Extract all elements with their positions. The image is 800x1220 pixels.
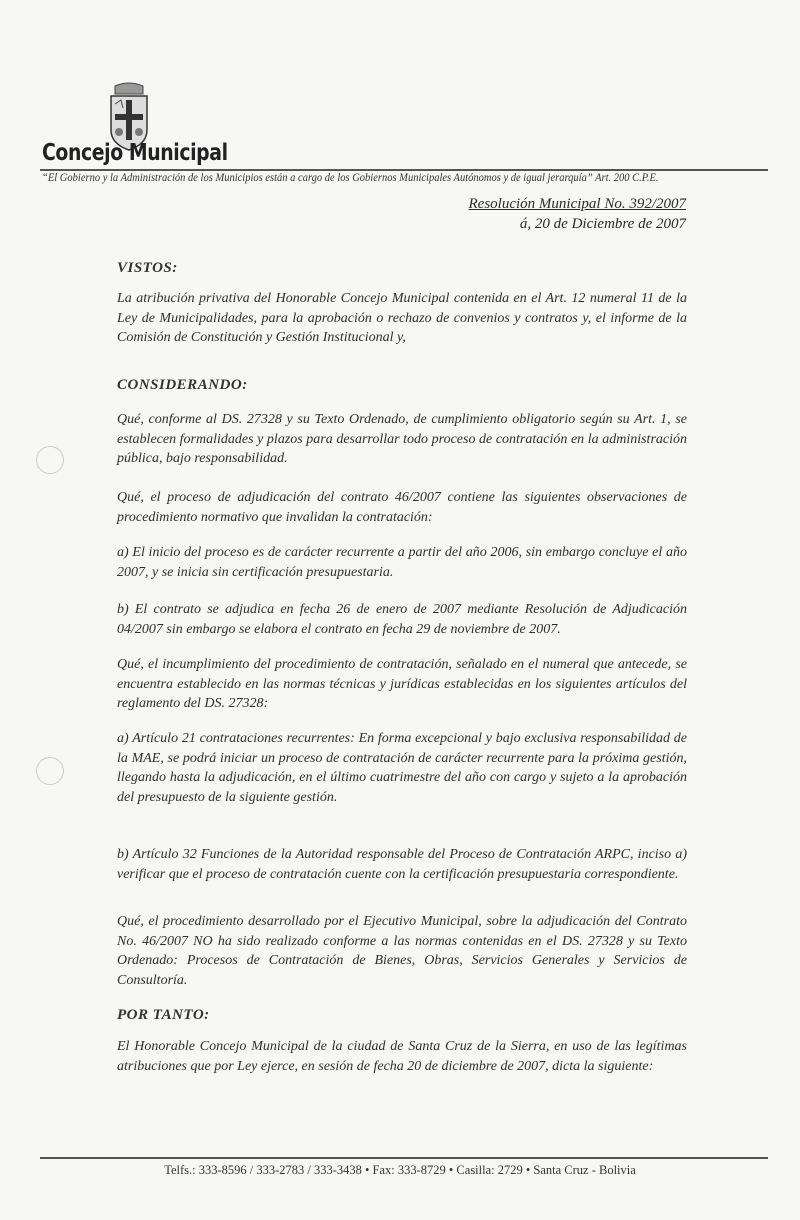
paragraph: Qué, el proceso de adjudicación del contrato 46/2007 contiene las siguientes observaciones de procedimiento normativo que invalidan la contratación: [117, 490, 687, 525]
paragraph: Qué, el procedimiento desarrollado por el Ejecutivo Municipal, sobre la adjudicación del Contrato No. 46/2007 NO ha sido realizado conforme a las normas contenidas en el DS. 27328 y su Texto Ordenado: Procesos de Contratación de Bienes, Obras, Servicios Generales y Servicios de Consultoría. [117, 914, 687, 988]
paragraph: b) Artículo 32 Funciones de la Autoridad responsable del Proceso de Contratación ARPC, inciso a) verificar que el proceso de contratación cuente con la certificación presupuestaria correspondiente. [117, 847, 687, 882]
vistos-text: La atribución privativa del Honorable Concejo Municipal contenida en el Art. 12 numeral 11 de la Ley de Municipalidades, para la aprobación o rechazo de convenios y contratos y, el informe de la Comisión de Constitución y Gestión Institucional y, [117, 291, 687, 345]
considerando-heading: CONSIDERANDO: [117, 377, 248, 393]
punch-hole [36, 757, 64, 785]
motto: “El Gobierno y la Administración de los Municipios están a cargo de los Gobiernos Municipales Autónomos y de igual jerarquía” Art. 200 C.P.E. [42, 172, 659, 184]
vistos-heading: VISTOS: [117, 260, 178, 276]
header-divider [40, 169, 768, 171]
footer-contact: Telfs.: 333-8596 / 333-2783 / 333-3438 • Fax: 333-8729 • Casilla: 2729 • Santa Cruz - Bolivia [164, 1163, 636, 1177]
punch-hole [36, 446, 64, 474]
portanto-heading: POR TANTO: [117, 1007, 210, 1023]
organization-name: Concejo Municipal [42, 140, 228, 166]
paragraph: Qué, el incumplimiento del procedimiento de contratación, señalado en el numeral que antecede, se encuentra establecido en las normas técnicas y jurídicas establecidas en los siguientes artículos del reglamento del DS. 27328: [117, 657, 687, 711]
resolution-number: Resolución Municipal No. 392/2007 [468, 196, 686, 212]
footer-divider [40, 1157, 768, 1159]
resolution-date: á, 20 de Diciembre de 2007 [519, 216, 686, 232]
paragraph: a) Artículo 21 contrataciones recurrentes: En forma excepcional y bajo exclusiva responsabilidad de la MAE, se podrá iniciar un proceso de contratación de carácter recurrente para la próxima gestión, llegando hasta la adjudicación, en el último cuatrimestre del año con cargo y sujeto a la aprobación del presupuesto de la siguiente gestión. [117, 731, 687, 805]
paragraph: b) El contrato se adjudica en fecha 26 de enero de 2007 mediante Resolución de Adjudicación 04/2007 sin embargo se elabora el contrato en fecha 29 de noviembre de 2007. [117, 602, 687, 637]
paragraph: Qué, conforme al DS. 27328 y su Texto Ordenado, de cumplimiento obligatorio según su Art. 1, se establecen formalidades y plazos para desarrollar todo proceso de contratación en la administración pública, bajo responsabilidad. [117, 412, 687, 466]
paragraph: a) El inicio del proceso es de carácter recurrente a partir del año 2006, sin embargo concluye el año 2007, y se inicia sin certificación presupuestaria. [117, 545, 687, 580]
portanto-text: El Honorable Concejo Municipal de la ciudad de Santa Cruz de la Sierra, en uso de las legítimas atribuciones que por Ley ejerce, en sesión de fecha 20 de diciembre de 2007, dicta la siguiente: [117, 1039, 687, 1074]
